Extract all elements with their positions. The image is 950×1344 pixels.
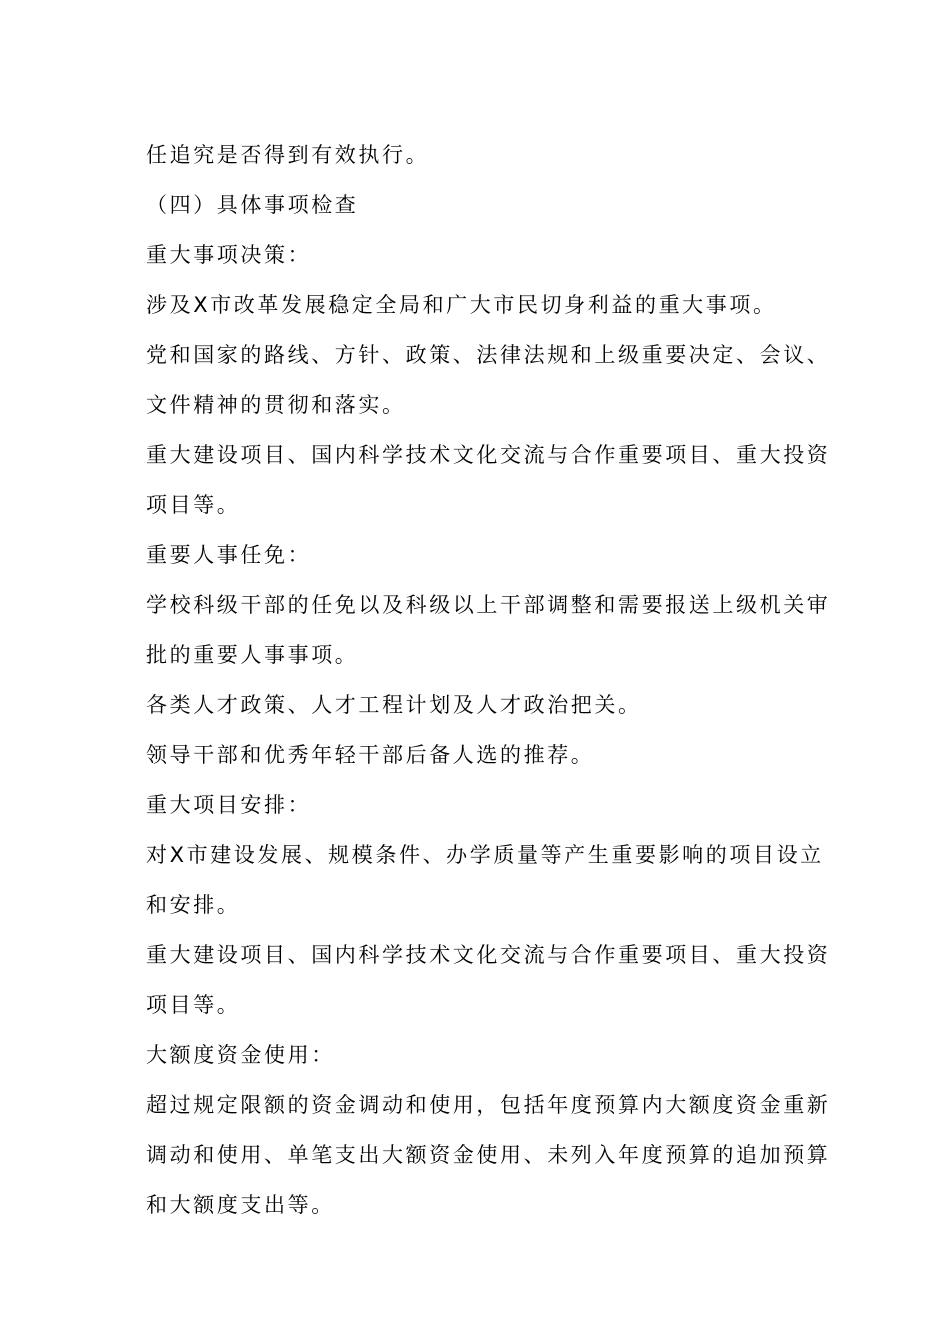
text-line: 项目等。 [146,993,241,1017]
item-heading: 重大项目安排： [146,793,312,817]
text-line: 超过规定限额的资金调动和使用，包括年度预算内大额度资金重新 [146,1093,831,1117]
text-line: 重大建设项目、国内科学技术文化交流与合作重要项目、重大投资 [146,443,831,467]
text-line: 和大额度支出等。 [146,1193,335,1217]
text-line: 各类人才政策、人才工程计划及人才政治把关。 [146,693,642,717]
text-line: 重大建设项目、国内科学技术文化交流与合作重要项目、重大投资 [146,943,831,967]
text-line: 党和国家的路线、方针、政策、法律法规和上级重要决定、会议、 [146,343,831,367]
text-line: 任追究是否得到有效执行。 [146,143,430,167]
section-heading: （四）具体事项检查 [146,193,359,217]
text-line: 项目等。 [146,493,241,517]
text-line: 涉及X市改革发展稳定全局和广大市民切身利益的重大事项。 [146,293,777,317]
text-line: 领导干部和优秀年轻干部后备人选的推荐。 [146,743,595,767]
text-line: 对X市建设发展、规模条件、办学质量等产生重要影响的项目设立 [146,843,824,867]
document-body [146,130,831,1230]
text-line: 调动和使用、单笔支出大额资金使用、未列入年度预算的追加预算 [146,1143,831,1167]
text-line: 批的重要人事事项。 [146,643,359,667]
item-heading: 大额度资金使用： [146,1043,335,1067]
text-line: 文件精神的贯彻和落实。 [146,393,406,417]
text-line: 学校科级干部的任免以及科级以上干部调整和需要报送上级机关审 [146,593,831,617]
item-heading: 重大事项决策： [146,243,312,267]
text-line: 和安排。 [146,893,241,917]
item-heading: 重要人事任免： [146,543,312,567]
